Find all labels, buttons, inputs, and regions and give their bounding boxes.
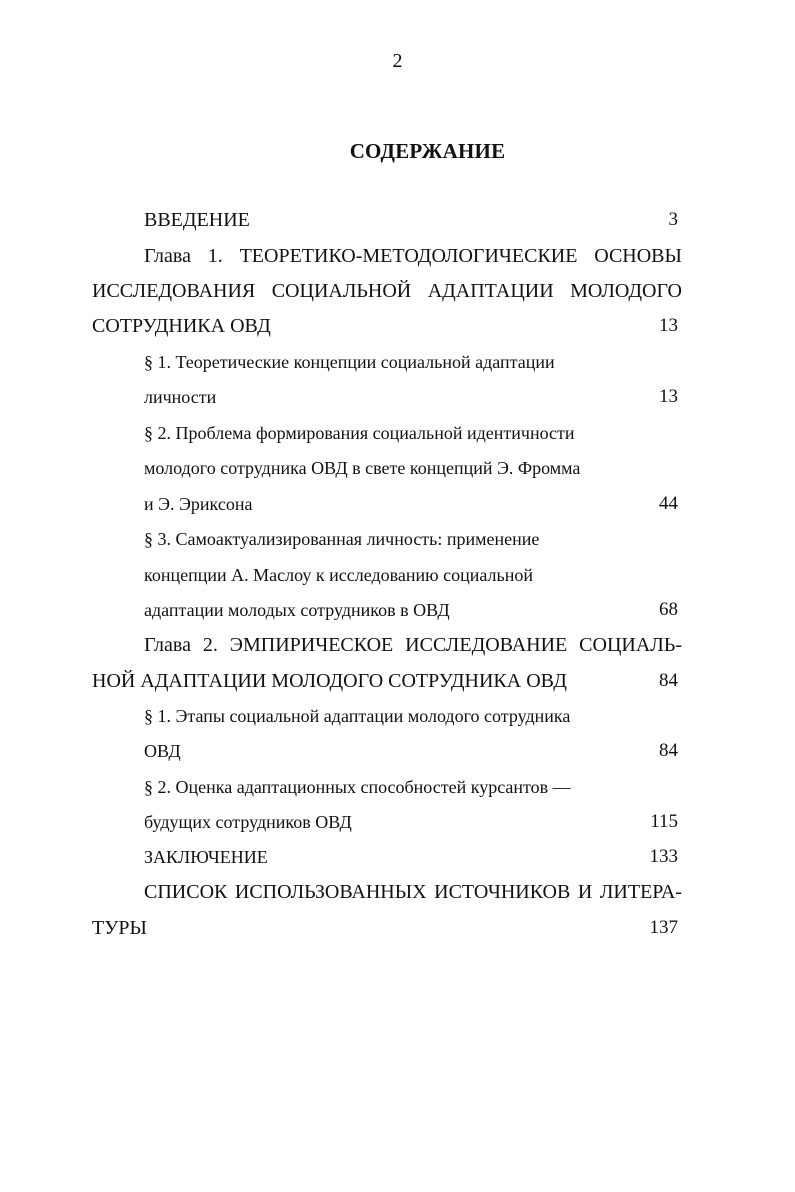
- word: АДАПТАЦИИ: [427, 280, 554, 302]
- toc-chapter-2-line-2[interactable]: НОЙ АДАПТАЦИИ МОЛОДОГО СОТРУДНИКА ОВД: [92, 670, 567, 692]
- toc-page-chapter-1: 13: [659, 315, 678, 336]
- toc-section-1-2-line-1[interactable]: § 2. Проблема формирования социальной идентичности: [144, 423, 575, 443]
- toc-section-1-1-line-2[interactable]: личности: [144, 387, 217, 407]
- toc-page-section-2-2: 115: [650, 811, 678, 832]
- word: И: [577, 881, 593, 903]
- toc-entry-intro[interactable]: ВВЕДЕНИЕ: [144, 209, 250, 231]
- toc-section-1-3-line-3[interactable]: адаптации молодых сотрудников в ОВД: [144, 600, 450, 620]
- word: ОСНОВЫ: [594, 245, 682, 267]
- toc-section-2-2-line-1[interactable]: § 2. Оценка адаптационных способностей курсантов —: [144, 777, 571, 797]
- toc-chapter-1-line-2[interactable]: [92, 276, 682, 306]
- toc-entry-conclusion[interactable]: ЗАКЛЮЧЕНИЕ: [144, 847, 268, 867]
- toc-title: СОДЕРЖАНИЕ: [349, 139, 506, 163]
- toc-page-section-2-1: 84: [659, 740, 678, 761]
- word: Глава: [144, 245, 191, 267]
- toc-chapter-1-line-3[interactable]: СОТРУДНИКА ОВД: [92, 315, 271, 337]
- toc-page-conclusion: 133: [649, 846, 678, 867]
- word: СПИСОК: [144, 881, 228, 903]
- toc-section-2-1-line-1[interactable]: § 1. Этапы социальной адаптации молодого сотрудника: [144, 706, 571, 726]
- toc-section-1-3-line-2[interactable]: концепции А. Маслоу к исследованию социальной: [144, 565, 533, 585]
- toc-section-2-2-line-2[interactable]: будущих сотрудников ОВД: [144, 812, 352, 832]
- toc-section-1-2-line-2[interactable]: молодого сотрудника ОВД в свете концепций Э. Фромма: [144, 458, 581, 478]
- toc-page-intro: 3: [668, 209, 678, 230]
- word: ТЕОРЕТИКО-МЕТОДОЛОГИЧЕСКИЕ: [239, 245, 578, 267]
- word: 2.: [202, 634, 218, 656]
- word: ИССЛЕДОВАНИЕ: [405, 634, 568, 656]
- toc-chapter-1-line-1[interactable]: [144, 241, 682, 271]
- toc-references-line-2[interactable]: ТУРЫ: [92, 917, 147, 939]
- word: ИСТОЧНИКОВ: [434, 881, 571, 903]
- toc-references-line-1[interactable]: [144, 877, 682, 907]
- page-number: 2: [392, 50, 403, 72]
- toc-section-1-1-line-1[interactable]: § 1. Теоретические концепции социальной адаптации: [144, 352, 555, 372]
- toc-page-section-1-3: 68: [659, 599, 678, 620]
- toc-chapter-2-line-1[interactable]: [144, 630, 682, 660]
- word: СОЦИАЛЬ-: [579, 634, 682, 656]
- word: СОЦИАЛЬНОЙ: [271, 280, 412, 302]
- toc-page-section-1-1: 13: [659, 386, 678, 407]
- word: ЭМПИРИЧЕСКОЕ: [229, 634, 394, 656]
- word: ИССЛЕДОВАНИЯ: [92, 280, 256, 302]
- word: ИСПОЛЬЗОВАННЫХ: [234, 881, 427, 903]
- word: МОЛОДОГО: [570, 280, 682, 302]
- toc-page-chapter-2: 84: [659, 670, 678, 691]
- toc-section-1-2-line-3[interactable]: и Э. Эриксона: [144, 494, 253, 514]
- toc-page-references: 137: [649, 917, 678, 938]
- toc-section-2-1-line-2[interactable]: ОВД: [144, 741, 181, 761]
- word: Глава: [144, 634, 191, 656]
- toc-section-1-3-line-1[interactable]: § 3. Самоактуализированная личность: применение: [144, 529, 540, 549]
- word: 1.: [207, 245, 223, 267]
- toc-page-section-1-2: 44: [659, 493, 678, 514]
- word: ЛИТЕРА-: [599, 881, 682, 903]
